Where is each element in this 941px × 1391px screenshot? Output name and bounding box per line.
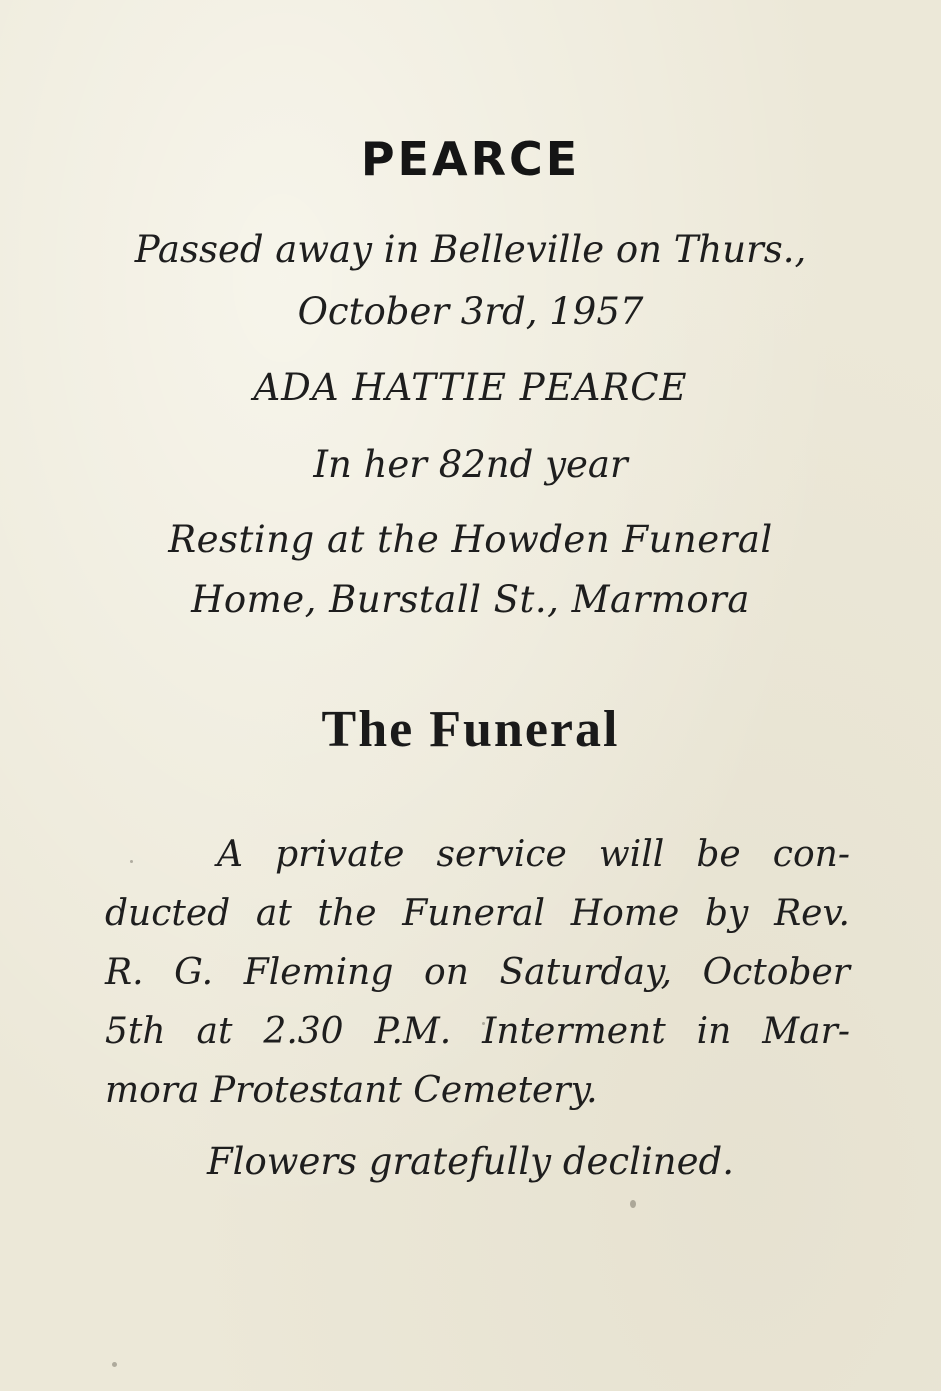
resting-line-1: Resting at the Howden Funeral <box>168 518 773 561</box>
surname-heading: PEARCE <box>360 132 581 186</box>
deceased-full-name: ADA HATTIE PEARCE <box>253 366 688 409</box>
age-line: In her 82nd year <box>313 443 628 486</box>
funeral-details-line-3: R. G. Fleming on Saturday, October <box>105 952 850 993</box>
paper-speck <box>130 860 133 863</box>
paper-speck <box>112 1362 117 1367</box>
funeral-details-paragraph <box>105 825 850 1120</box>
funeral-details-line-1: A private service will be con- <box>217 834 850 875</box>
funeral-details-line-2: ducted at the Funeral Home by Rev. <box>105 893 850 934</box>
flowers-declined-line: Flowers gratefully declined. <box>207 1140 734 1183</box>
funeral-details-line-4: 5th at 2.30 P.M. Interment in Mar- <box>105 1011 850 1052</box>
announcement-line-2: October 3rd, 1957 <box>297 290 644 333</box>
announcement-line-1: Passed away in Belleville on Thurs., <box>134 228 807 271</box>
resting-line-2: Home, Burstall St., Marmora <box>191 578 750 621</box>
funeral-details-line-5: mora Protestant Cemetery. <box>105 1070 598 1111</box>
paper-speck <box>482 1022 485 1025</box>
paper-speck <box>630 1200 636 1208</box>
funeral-section-heading: The Funeral <box>321 701 620 758</box>
